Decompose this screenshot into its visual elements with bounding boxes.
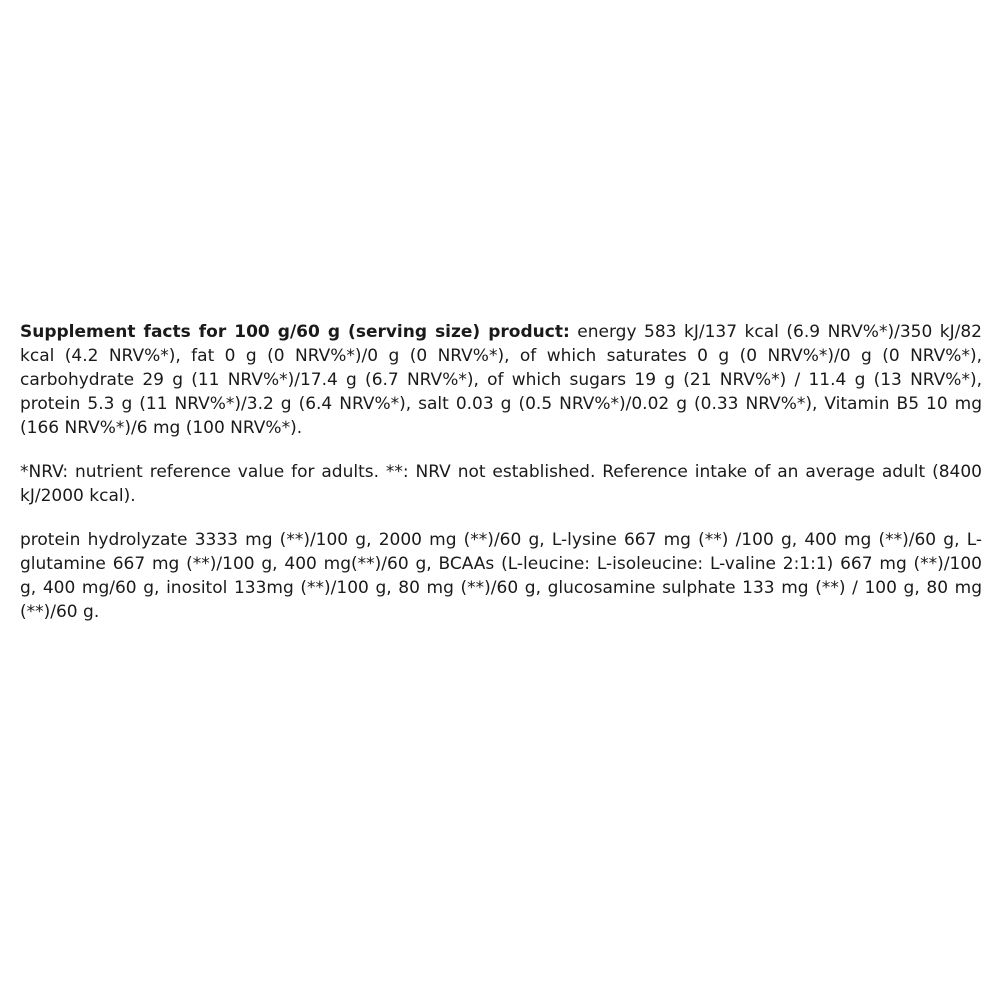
supplement-facts-values: energy 583 kJ/137 kcal (6.9 NRV%*)/350 kJ/82 kcal (4.2 NRV%*), fat 0 g (0 NRV%*)/0 g (0 NRV%*), of which saturates 0 g (0 NRV%*)/0 g (0 NRV%*), carbohydrate 29 g (11 NRV%*)/17.4 g (6.7 NRV%*), of which sugars 19 g (21 NRV%*) / 11.4 g (13 NRV%*), protein 5.3 g (11 NRV%*)/3.2 g (6.4 NRV%*), salt 0.03 g (0.5 NRV%*)/0.02 g (0.33 NRV%*), Vitamin B5 10 mg (166 NRV%*)/6 mg (100 NRV%*). — [20, 322, 983, 438]
ingredients-paragraph: protein hydrolyzate 3333 mg (**)/100 g, 2000 mg (**)/60 g, L-lysine 667 mg (**) /100 g, 400 mg (**)/60 g, L-glutamine 667 mg (**)/100 g, 400 mg(**)/60 g, BCAAs (L-leucine: L-isoleucine: L-valine 2:1:1) 667 mg (**)/100 g, 400 mg/60 g, inositol 133mg (**)/100 g, 80 mg (**)/60 g, glucosamine sulphate 133 mg (**) / 100 g, 80 mg (**)/60 g. — [20, 530, 982, 622]
supplement-facts-paragraph — [20, 320, 982, 440]
nrv-footnote-paragraph: *NRV: nutrient reference value for adults. **: NRV not established. Reference intake of an average adult (8400 kJ/2000 kcal). — [20, 462, 982, 506]
label-text-block — [20, 320, 982, 624]
supplement-facts-heading: Supplement facts for 100 g/60 g (serving size) product: — [20, 322, 570, 342]
